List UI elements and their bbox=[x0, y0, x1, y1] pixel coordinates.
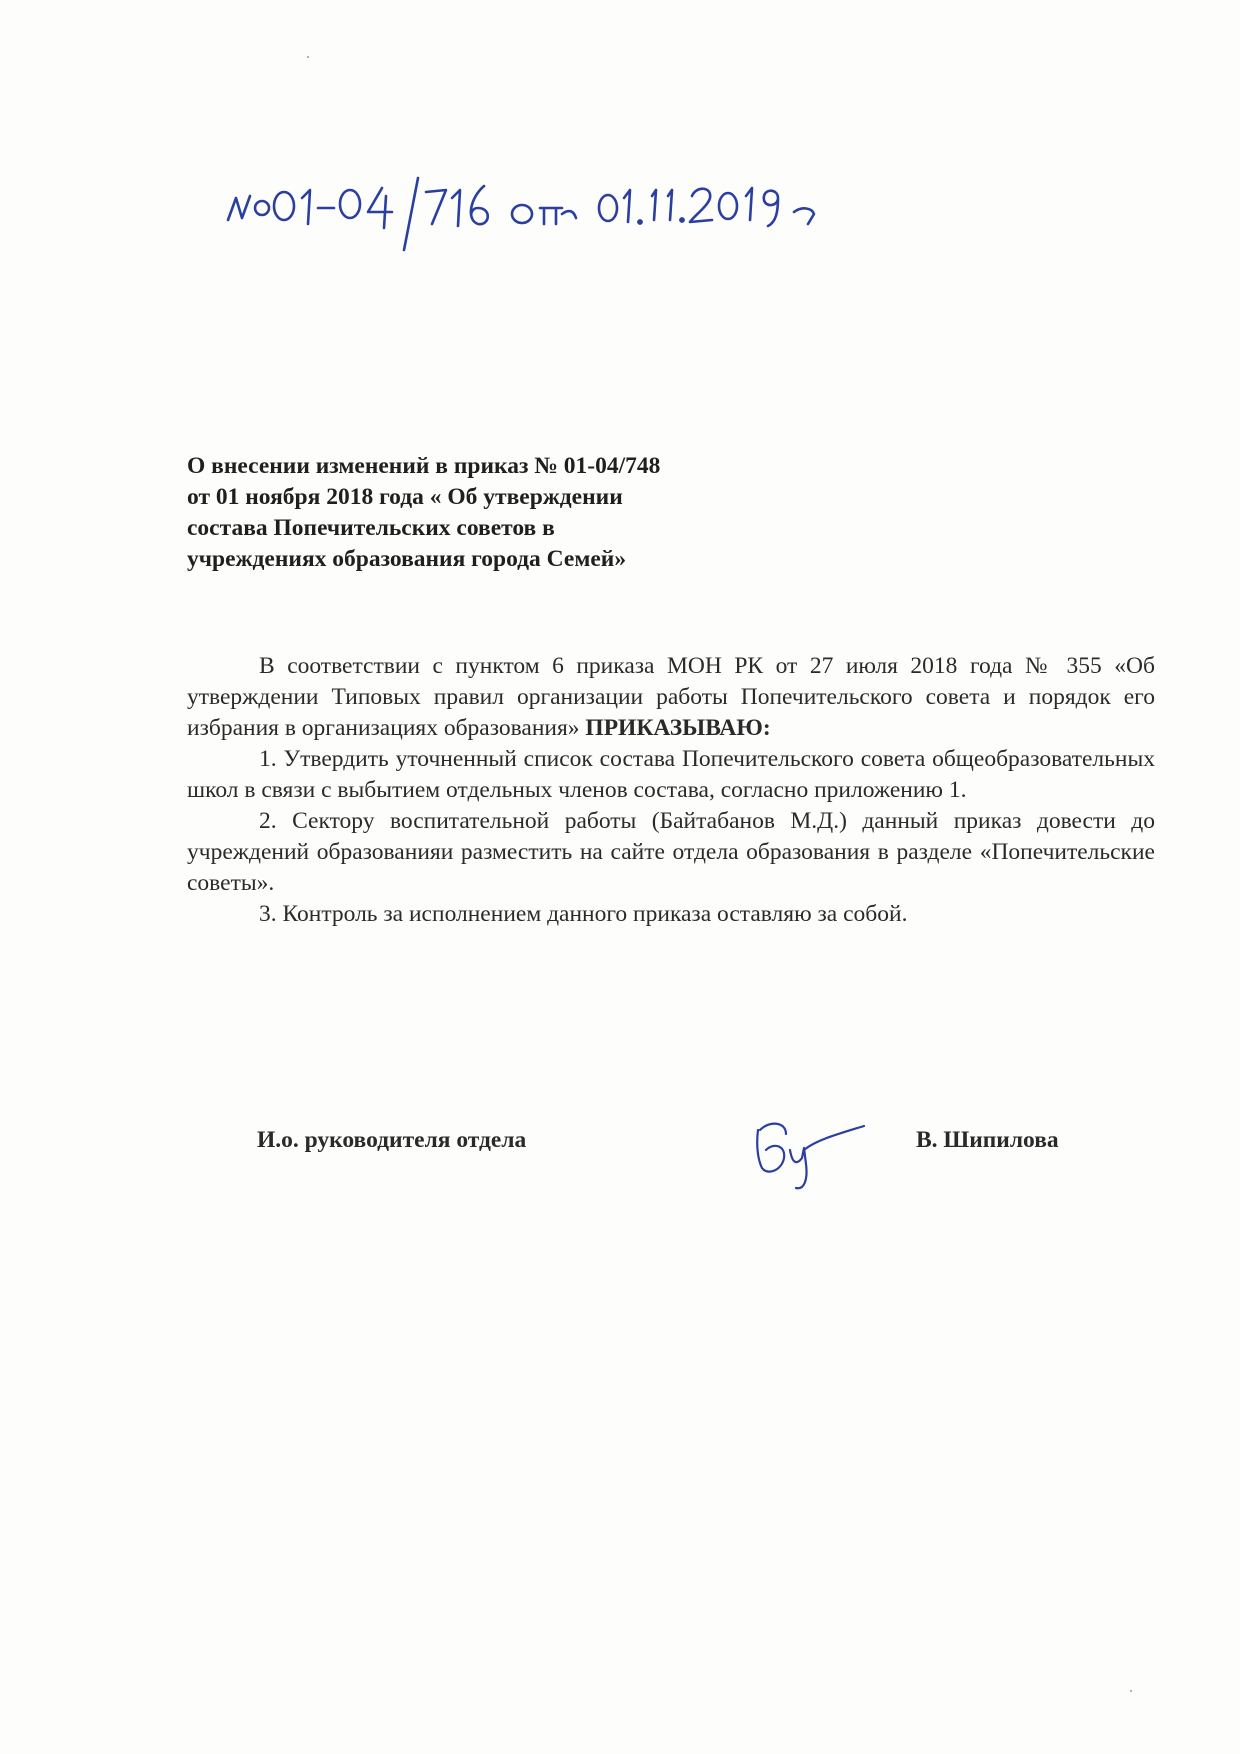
document-title bbox=[187, 451, 827, 575]
order-item: 3. Контроль за исполнением данного приказа оставляю за собой. bbox=[259, 901, 908, 927]
title-line: учреждениях образования города Семей» bbox=[187, 546, 627, 572]
handwritten-signature bbox=[746, 1110, 876, 1190]
order-item: 1. Утвердить уточненный список состава Попечительского совета общеобразовательных школ в связи с выбытием отдельных членов состава, согласно приложению 1. bbox=[187, 746, 1155, 803]
scan-speck bbox=[307, 56, 309, 58]
handwritten-registration-number bbox=[222, 168, 842, 258]
title-line: О внесении изменений в приказ № 01-04/748 bbox=[187, 453, 661, 479]
signatory-position: И.о. руководителя отдела bbox=[257, 1127, 527, 1153]
title-line: состава Попечительских советов в bbox=[187, 515, 555, 541]
order-item: 2. Сектору воспитательной работы (Байтабанов М.Д.) данный приказ довести до учреждений образованияи разместить на сайте отдела образования в разделе «Попечительские советы». bbox=[187, 808, 1155, 896]
title-line: от 01 ноября 2018 года « Об утверждении bbox=[187, 484, 623, 510]
intro-text: В соответствии с пунктом 6 приказа МОН РК от 27 июля 2018 года № 355 «Об утверждении Типовых правил организации работы Попечительского совета и порядок его избрания в организациях образования» bbox=[187, 653, 1155, 741]
document-body bbox=[187, 651, 1155, 930]
intro-paragraph bbox=[187, 651, 1155, 744]
scan-speck bbox=[1130, 1690, 1132, 1692]
signatory-name: В. Шипилова bbox=[916, 1127, 1059, 1153]
order-word: ПРИКАЗЫВАЮ: bbox=[585, 715, 771, 741]
signature-block bbox=[0, 1118, 1240, 1208]
